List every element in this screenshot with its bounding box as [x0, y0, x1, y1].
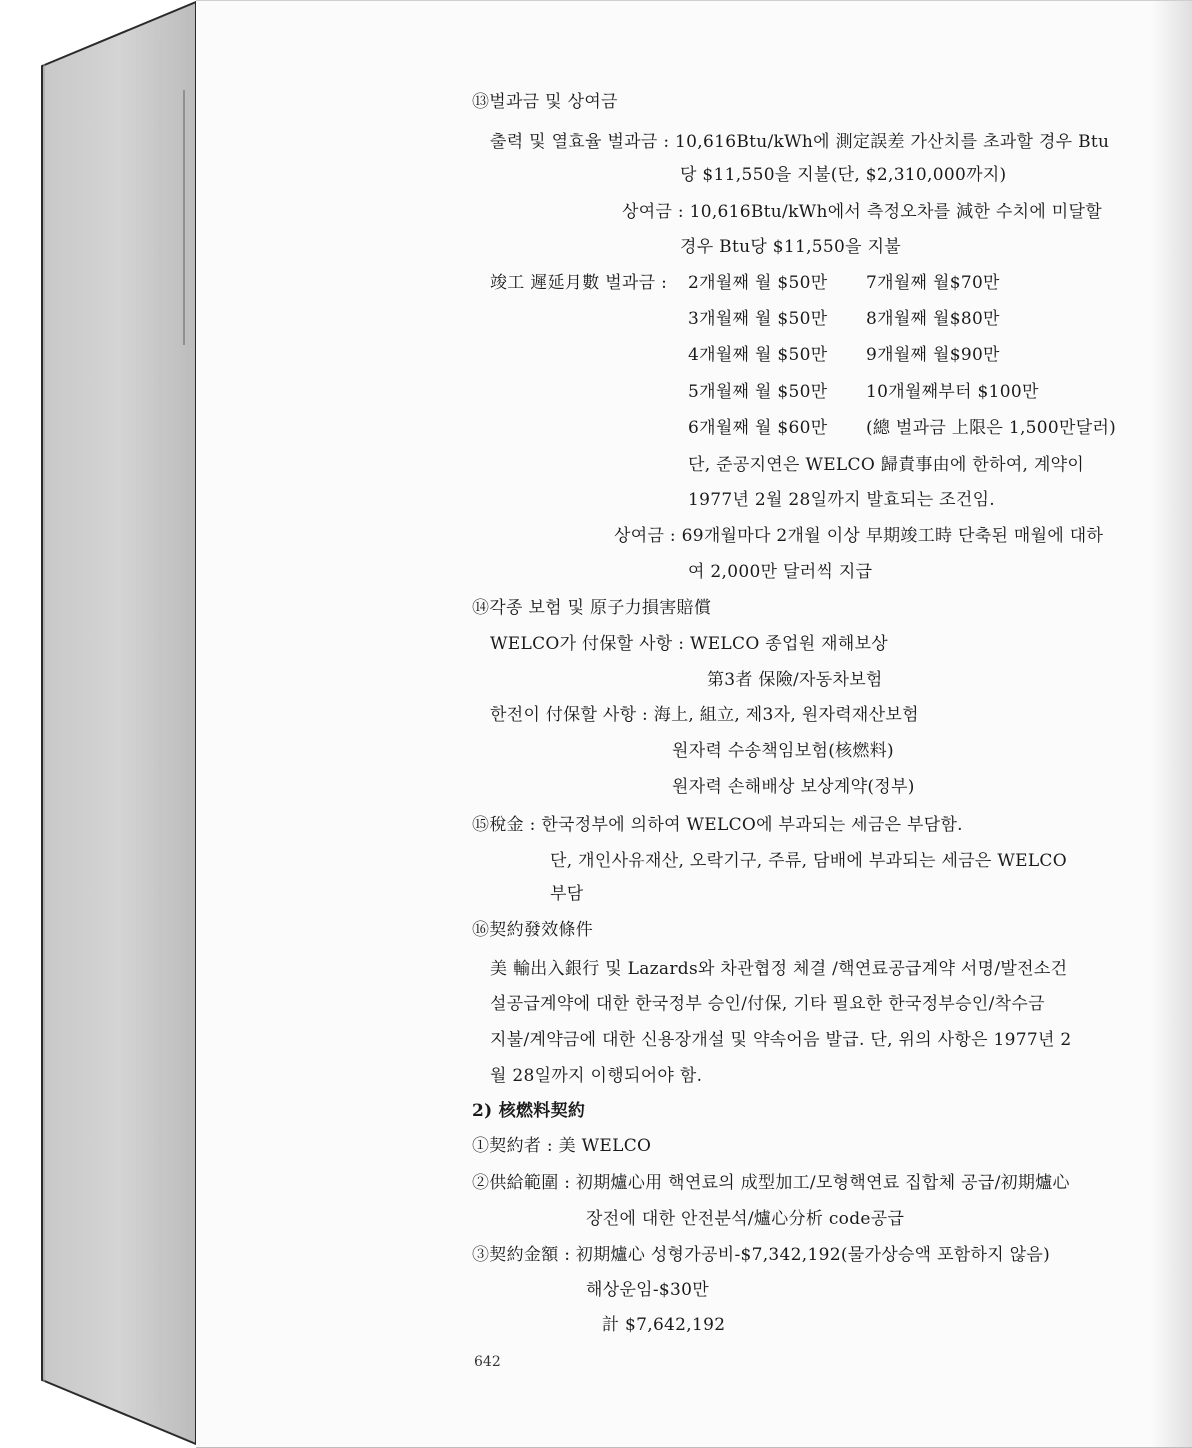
completion-delay-penalty-label: 竣工 遲延月數 벌과금 : — [490, 273, 668, 293]
penalty-row-left: 4개월째 월 $50만 — [688, 345, 828, 365]
supply-scope-cont: 장전에 대한 안전분석/爐心分析 code공급 — [586, 1209, 905, 1229]
page-number: 642 — [474, 1354, 501, 1370]
section-16-heading: ⑯契約發效條件 — [472, 920, 594, 940]
page-gutter-shadow — [1152, 1, 1192, 1447]
section-15-tax-line: ⑮稅金 : 한국정부에 의하여 WELCO에 부과되는 세금은 부담함. — [472, 815, 963, 835]
penalty-row-left: 5개월째 월 $50만 — [688, 382, 828, 402]
kepco-insurance-line: 한전이 付保할 사항 : 海上, 組立, 제3자, 원자력재산보험 — [490, 705, 919, 725]
penalty-row-right: 9개월째 월$90만 — [866, 345, 1000, 365]
efficiency-bonus-cont: 경우 Btu당 $11,550을 지불 — [680, 237, 902, 257]
section-14-heading: ⑭각종 보험 및 原子力損害賠償 — [472, 598, 712, 618]
penalty-row-left: 2개월째 월 $50만 — [688, 273, 828, 293]
shipping-cost-line: 해상운임-$30만 — [586, 1280, 710, 1300]
power-efficiency-penalty-line: 출력 및 열효율 벌과금 : 10,616Btu/kWh에 測定誤差 가산치를 초과할 경우 Btu — [490, 132, 1110, 152]
penalty-row-right: 8개월째 월$80만 — [866, 309, 1000, 329]
penalty-row-right: 7개월째 월$70만 — [866, 273, 1000, 293]
kepco-insurance-cont: 원자력 손해배상 보상계약(정부) — [672, 777, 915, 797]
kepco-insurance-cont: 원자력 수송책임보험(核燃料) — [672, 741, 894, 761]
delay-condition-note: 단, 준공지연은 WELCO 歸責事由에 한하여, 계약이 — [688, 455, 1085, 475]
section-16-paragraph-line: 지불/계약금에 대한 신용장개설 및 약속어음 발급. 단, 위의 사항은 1977년 2 — [490, 1030, 1072, 1050]
section-16-paragraph-line: 월 28일까지 이행되어야 함. — [490, 1066, 703, 1086]
total-amount-line: 計 $7,642,192 — [602, 1315, 726, 1335]
early-completion-bonus: 상여금 : 69개월마다 2개월 이상 早期竣工時 단축된 매월에 대하 — [614, 526, 1104, 546]
welco-insurance-line: WELCO가 付保할 사항 : WELCO 종업원 재해보상 — [490, 634, 889, 654]
contractor-item: ①契約者 : 美 WELCO — [472, 1136, 652, 1156]
contract-amount-item: ③契約金額 : 初期爐心 성형가공비-$7,342,192(물가상승액 포함하지 않음) — [472, 1245, 1051, 1265]
section-13-heading: ⑬벌과금 및 상여금 — [472, 92, 618, 112]
penalty-row-right: 10개월째부터 $100만 — [866, 382, 1039, 402]
nuclear-fuel-contract-heading: 2) 核燃料契約 — [472, 1101, 586, 1121]
delay-condition-note-cont: 1977년 2월 28일까지 발효되는 조건임. — [688, 490, 995, 510]
section-15-tax-cont: 부담 — [550, 884, 584, 904]
early-completion-bonus-cont: 여 2,000만 달러씩 지급 — [688, 562, 873, 582]
penalty-row-left: 6개월째 월 $60만 — [688, 418, 828, 438]
book-page-stack — [0, 0, 200, 1446]
supply-scope-item: ②供給範圍 : 初期爐心用 핵연료의 成型加工/모형핵연료 집합체 공급/初期爐心 — [472, 1173, 1070, 1193]
power-efficiency-penalty-cont: 당 $11,550을 지불(단, $2,310,000까지) — [680, 165, 1007, 185]
welco-insurance-cont: 第3者 保險/자동차보험 — [707, 670, 883, 690]
efficiency-bonus-line: 상여금 : 10,616Btu/kWh에서 측정오차를 減한 수치에 미달할 — [622, 202, 1102, 222]
penalty-row-right: (總 벌과금 上限은 1,500만달러) — [866, 418, 1117, 438]
penalty-row-left: 3개월째 월 $50만 — [688, 309, 828, 329]
section-16-paragraph-line: 美 輸出入銀行 및 Lazards와 차관협정 체결 /핵연료공급계약 서명/발전소건 — [490, 959, 1068, 979]
section-15-tax-cont: 단, 개인사유재산, 오락기구, 주류, 담배에 부과되는 세금은 WELCO — [550, 851, 1067, 871]
section-16-paragraph-line: 설공급계약에 대한 한국정부 승인/付保, 기타 필요한 한국정부승인/착수금 — [490, 994, 1045, 1014]
